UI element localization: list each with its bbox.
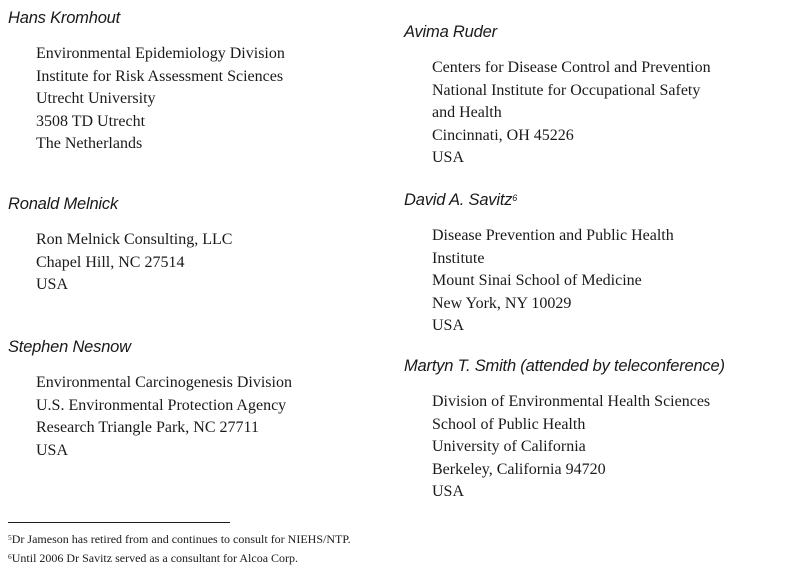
member-affiliation xyxy=(432,57,711,170)
member-affiliation xyxy=(36,229,232,297)
member-name-text: David A. Savitz xyxy=(404,191,513,209)
member-name: Ronald Melnick xyxy=(8,195,119,213)
affiliation-line: Institute for Risk Assessment Sciences xyxy=(36,67,284,85)
footnote-text: Until 2006 Dr Savitz served as a consultant for Alcoa Corp. xyxy=(11,551,299,565)
footnote-text: Dr Jameson has retired from and continues to consult for NIEHS/NTP. xyxy=(11,532,351,546)
affiliation-line: USA xyxy=(432,317,465,334)
affiliation-line: Chapel Hill, NC 27514 xyxy=(36,253,185,271)
affiliation-line: School of Public Health xyxy=(432,415,586,433)
member-affiliation xyxy=(36,43,285,156)
affiliation-line: Utrecht University xyxy=(36,90,156,107)
footnote-5 xyxy=(8,532,351,546)
footnote-6 xyxy=(8,551,298,565)
affiliation-line: U.S. Environmental Protection Agency xyxy=(36,396,287,414)
affiliation-line: Centers for Disease Control and Prevention xyxy=(432,59,711,76)
affiliation-line: Disease Prevention and Public Health xyxy=(432,227,674,244)
member-affiliation xyxy=(432,225,674,338)
affiliation-line: Environmental Epidemiology Division xyxy=(36,45,285,62)
footnote-mark: 6 xyxy=(512,193,518,203)
member-name xyxy=(404,190,674,210)
affiliation-line: Division of Environmental Health Sciences xyxy=(432,393,711,410)
affiliation-line: University of California xyxy=(432,438,586,455)
affiliation-line: and Health xyxy=(432,104,502,121)
member-entry-kromhout xyxy=(8,8,285,156)
affiliation-line: Research Triangle Park, NC 27711 xyxy=(36,419,259,436)
affiliation-line: Environmental Carcinogenesis Division xyxy=(36,374,292,391)
affiliation-line: USA xyxy=(432,483,465,500)
affiliation-line: National Institute for Occupational Safety xyxy=(432,81,701,99)
member-entry-smith xyxy=(404,356,725,504)
affiliation-line: 3508 TD Utrecht xyxy=(36,112,146,130)
member-name: Hans Kromhout xyxy=(8,9,121,27)
affiliation-line: Cincinnati, OH 45226 xyxy=(432,126,574,144)
affiliation-line: Institute xyxy=(432,249,485,267)
affiliation-line: USA xyxy=(432,149,465,166)
affiliation-line: Mount Sinai School of Medicine xyxy=(432,272,642,289)
affiliation-line: USA xyxy=(36,276,69,293)
member-name: Stephen Nesnow xyxy=(8,338,131,356)
affiliation-line: Berkeley, California 94720 xyxy=(432,460,606,478)
member-entry-melnick xyxy=(8,194,232,297)
member-affiliation xyxy=(36,372,292,462)
affiliation-line: Ron Melnick Consulting, LLC xyxy=(36,231,233,248)
footnote-mark: 5 xyxy=(8,533,12,542)
affiliation-line: The Netherlands xyxy=(36,135,143,152)
member-entry-savitz xyxy=(404,190,674,338)
affiliation-line: New York, NY 10029 xyxy=(432,294,572,312)
member-name: Avima Ruder xyxy=(404,23,497,41)
footnote-mark: 6 xyxy=(8,552,12,561)
affiliation-line: USA xyxy=(36,441,69,459)
member-affiliation xyxy=(432,391,725,504)
member-name: Martyn T. Smith (attended by teleconference) xyxy=(404,357,725,375)
footnote-divider xyxy=(8,522,230,523)
member-entry-ruder xyxy=(404,22,711,170)
member-entry-nesnow xyxy=(8,337,292,462)
